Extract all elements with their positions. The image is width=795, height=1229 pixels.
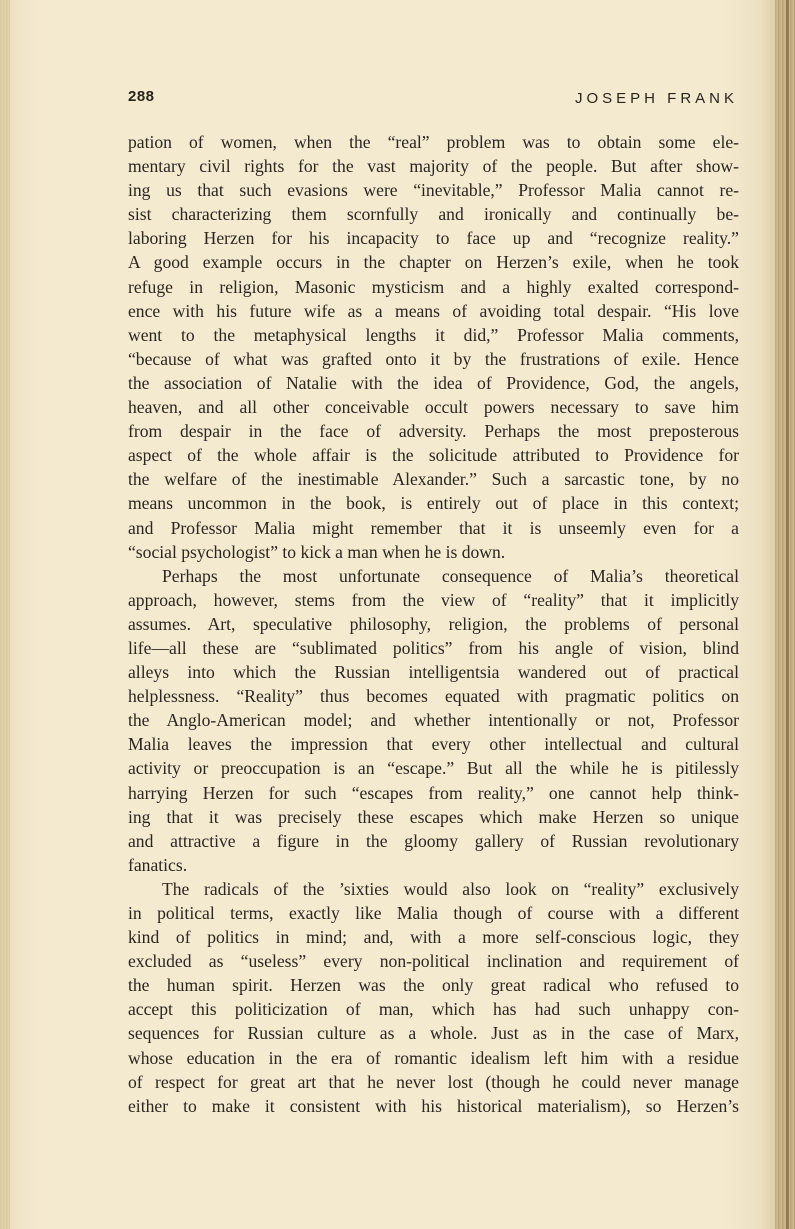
binding-edge (0, 0, 10, 1229)
text-line: ence with his future wife as a means of avoiding total despair. “His love (128, 300, 739, 321)
text-line: life—all these are “sublimated politics” from his angle of vision, blind (128, 637, 739, 658)
text-line: the Anglo-American model; and whether intentionally or not, Professor (128, 710, 739, 731)
text-line: and Professor Malia might remember that it is unseemly even for a (128, 517, 739, 538)
text-line: and attractive a figure in the gloomy gallery of Russian revolutionary (128, 830, 739, 851)
text-line: “because of what was grafted onto it by the frustrations of exile. Hence (128, 348, 739, 369)
text-line: aspect of the whole affair is the solicitude attributed to Providence for (128, 445, 739, 466)
text-line: kind of politics in mind; and, with a more self-conscious logic, they (128, 927, 739, 948)
text-line: harrying Herzen for such “escapes from reality,” one cannot help think- (128, 782, 739, 803)
text-line: went to the metaphysical lengths it did,” Professor Malia comments, (128, 324, 739, 345)
text-line: ing us that such evasions were “inevitable,” Professor Malia cannot re- (128, 180, 739, 201)
text-line: ing that it was precisely these escapes which make Herzen so unique (128, 806, 739, 827)
text-line: sist characterizing them scornfully and ironically and continually be- (128, 204, 739, 225)
text-line: the human spirit. Herzen was the only great radical who refused to (128, 975, 739, 996)
text-line: sequences for Russian culture as a whole. Just as in the case of Marx, (128, 1023, 739, 1044)
text-line: A good example occurs in the chapter on Herzen’s exile, when he took (128, 252, 739, 273)
text-line: in political terms, exactly like Malia though of course with a different (128, 903, 739, 923)
text-line: alleys into which the Russian intelligentsia wandered out of practical (128, 662, 739, 683)
page-header (128, 88, 738, 114)
text-line: fanatics. (128, 854, 188, 875)
text-line: mentary civil rights for the vast majority of the people. But after show- (128, 156, 739, 177)
text-line: excluded as “useless” every non-political inclination and requirement of (128, 951, 739, 972)
text-line: refuge in religion, Masonic mysticism and a highly exalted correspond- (128, 276, 739, 297)
fore-edge-shadow (786, 0, 789, 1229)
text-line: accept this politicization of man, which has had such unhappy con- (128, 999, 739, 1020)
text-line: heaven, and all other conceivable occult powers necessary to save him (128, 397, 739, 418)
text-line: whose education in the era of romantic idealism left him with a residue (128, 1047, 739, 1068)
text-line: the welfare of the inestimable Alexander.” Such a sarcastic tone, by no (128, 469, 739, 490)
text-line: “social psychologist” to kick a man when he is down. (128, 541, 506, 562)
text-line: Malia leaves the impression that every other intellectual and cultural (128, 734, 739, 755)
text-line: either to make it consistent with his historical materialism), so Herzen’s (128, 1095, 739, 1116)
text-line: pation of women, when the “real” problem was to obtain some ele- (128, 132, 739, 152)
text-line: of respect for great art that he never lost (though he could never manage (128, 1071, 739, 1092)
running-head: JOSEPH FRANK (574, 90, 738, 107)
page-number: 288 (128, 88, 155, 105)
body-text (128, 130, 739, 1118)
fore-edge (775, 0, 795, 1229)
text-line: Perhaps the most unfortunate consequence of Malia’s theoretical (162, 565, 739, 586)
text-line: from despair in the face of adversity. Perhaps the most preposterous (128, 421, 739, 442)
text-line: the association of Natalie with the idea of Providence, God, the angels, (128, 372, 739, 393)
text-line: assumes. Art, speculative philosophy, religion, the problems of personal (128, 613, 739, 634)
text-line: activity or preoccupation is an “escape.” But all the while he is pitilessly (128, 758, 739, 779)
text-line: The radicals of the ’sixties would also look on “reality” exclusively (162, 878, 739, 899)
text-line: approach, however, stems from the view of “reality” that it implicitly (128, 589, 739, 610)
text-line: means uncommon in the book, is entirely out of place in this context; (128, 493, 739, 514)
text-line: laboring Herzen for his incapacity to face up and “recognize reality.” (128, 228, 739, 249)
text-line: helplessness. “Reality” thus becomes equated with pragmatic politics on (128, 686, 739, 707)
